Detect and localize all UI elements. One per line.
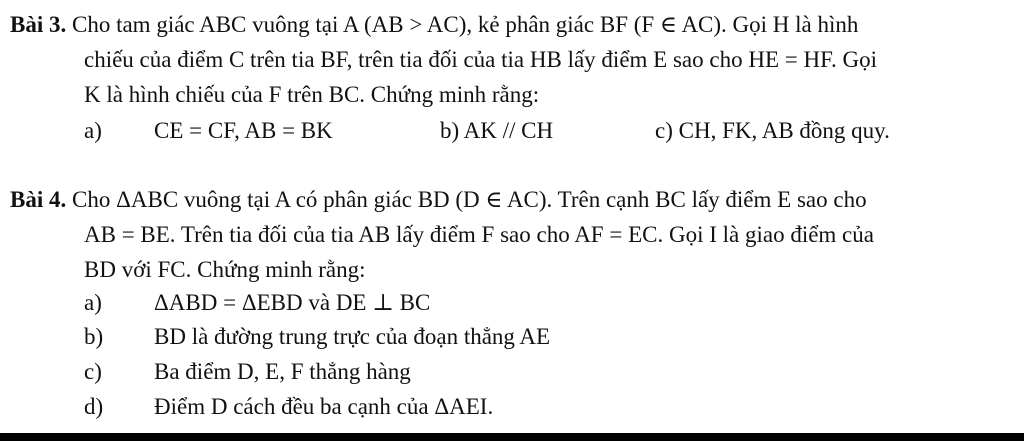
problem-4-item-a-text: ΔABD = ΔEBD và DE ⊥ BC [154,290,431,315]
problem-3-item-b-text: AK // CH [463,118,554,143]
problem-4-item-c-marker: c) [84,359,102,384]
problem-3-item-c [655,116,890,146]
bottom-border [0,433,1024,441]
problem-3-line-1 [10,10,858,40]
problem-3-text-1: Cho tam giác ABC vuông tại A (AB > AC), kẻ phân giác BF (F ∈ AC). Gọi H là hình [71,12,859,37]
problem-4-item-b-text: BD là đường trung trực của đoạn thẳng AE [154,324,551,349]
problem-3-item-a-text: CE = CF, AB = BK [154,118,333,143]
problem-3-item-b [440,116,553,146]
problem-4-item-a-marker: a) [84,290,102,315]
problem-4-line-1 [10,185,867,215]
problem-3-item-c-text: CH, FK, AB đồng quy. [678,118,890,143]
problem-3-text-3: K là hình chiếu của F trên BC. Chứng minh rằng: [84,82,540,107]
problem-3-label: Bài 3. [10,12,67,37]
problem-4-text-1: Cho ΔABC vuông tại A có phân giác BD (D ∈ AC). Trên cạnh BC lấy điểm E sao cho [71,187,867,212]
problem-4-item-d-text: Điểm D cách đều ba cạnh của ΔAEI. [154,394,494,419]
problem-3-item-c-marker: c) [655,118,673,143]
problem-4-item-c-text: Ba điểm D, E, F thẳng hàng [154,359,411,384]
problem-4-text-3: BD với FC. Chứng minh rằng: [84,257,366,282]
problem-3-item-a-marker: a) [84,118,102,143]
problem-3-item-b-marker: b) [440,118,460,143]
problem-4-text-2: AB = BE. Trên tia đối của tia AB lấy điểm F sao cho AF = EC. Gọi I là giao điểm của [84,222,874,247]
problem-4-item-b-marker: b) [84,324,104,349]
problem-4-label: Bài 4. [10,187,67,212]
problem-3-text-2: chiếu của điểm C trên tia BF, trên tia đối của tia HB lấy điểm E sao cho HE = HF. Gọi [84,47,878,72]
problem-4-item-d-marker: d) [84,394,104,419]
